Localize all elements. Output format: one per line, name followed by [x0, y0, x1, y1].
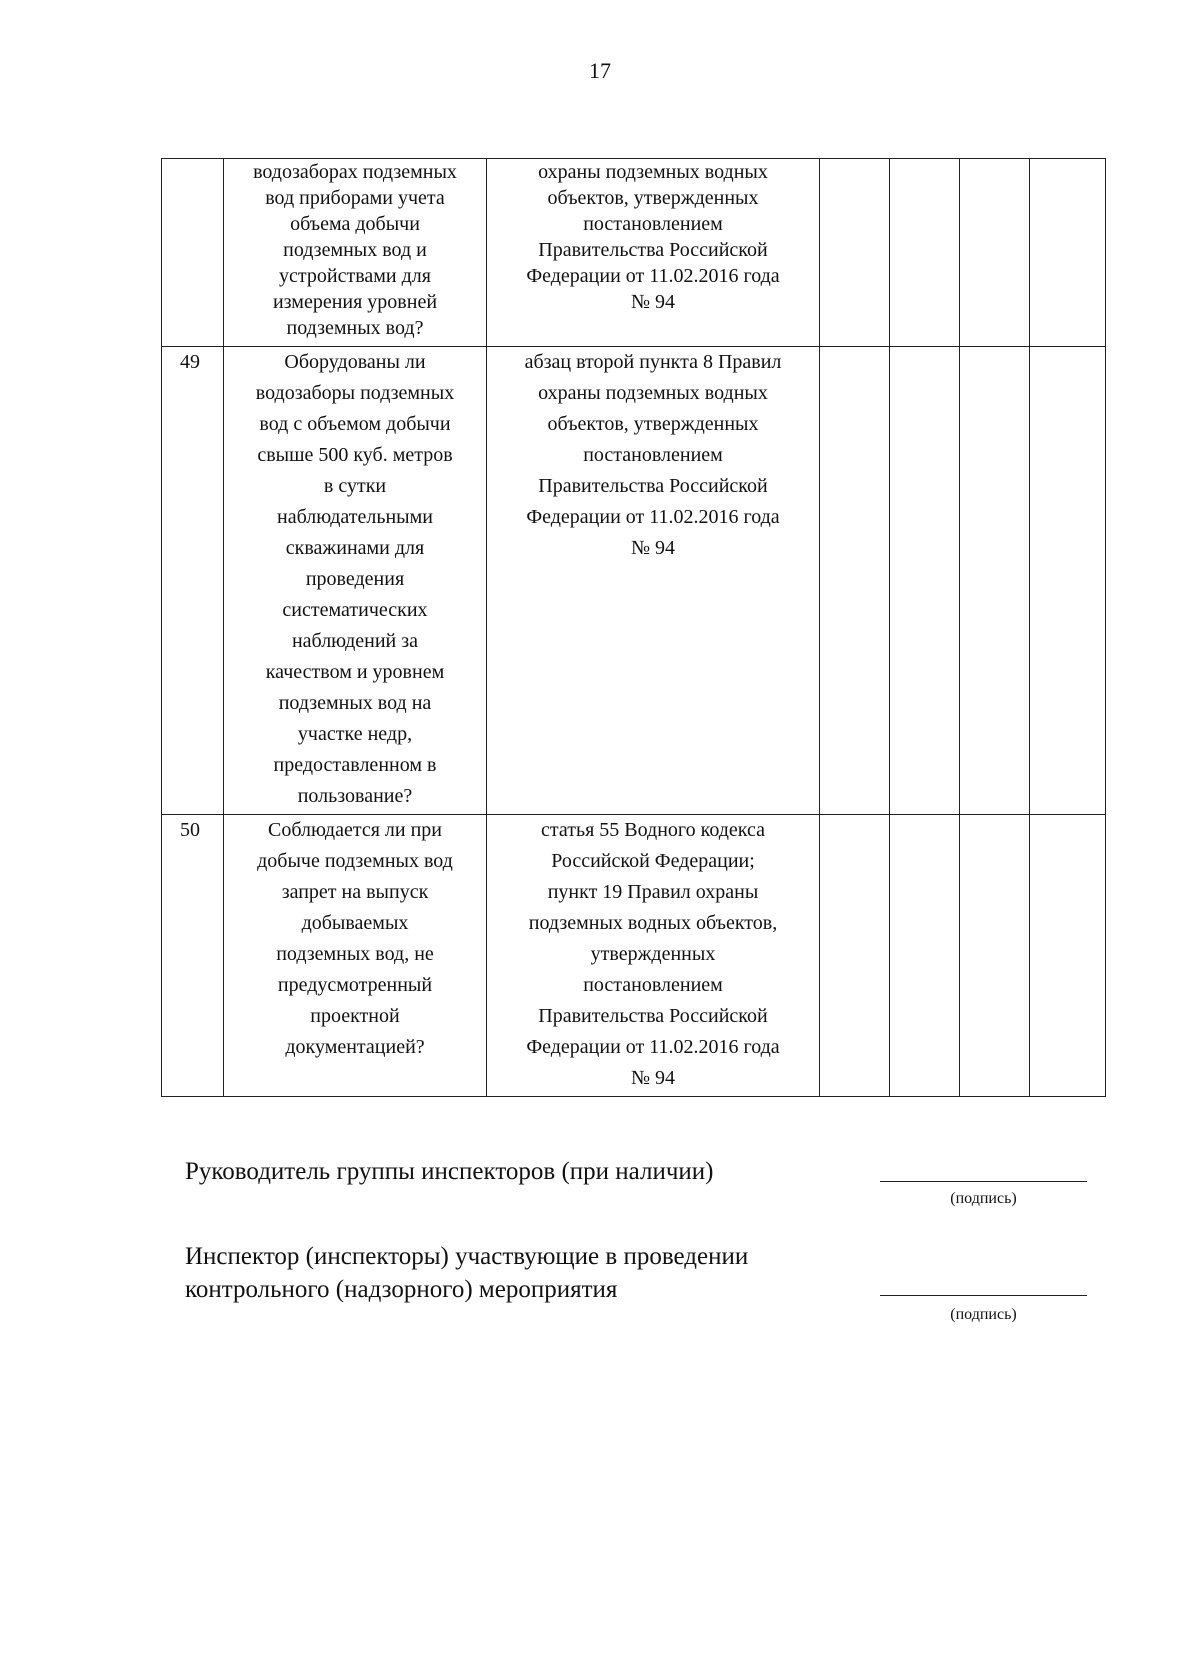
- legal-reference: [487, 347, 820, 815]
- answer-yes-cell: [820, 159, 890, 347]
- answer-no-cell: [890, 815, 960, 1097]
- answer-yes-cell: [820, 815, 890, 1097]
- checklist-table: [161, 158, 1106, 1097]
- answer-no-cell: [890, 159, 960, 347]
- note-cell: [1030, 347, 1106, 815]
- requirement-question: [224, 347, 487, 815]
- table-row: [162, 815, 1106, 1097]
- requirement-question-text: водозаборах подземных вод приборами учета объема добычи подземных вод и устройствами для измерения уровней подземных вод?: [253, 161, 457, 339]
- answer-not-applicable-cell: [960, 159, 1030, 347]
- legal-reference: [487, 815, 820, 1097]
- row-number: 50: [162, 815, 224, 1097]
- table-row: [162, 159, 1106, 347]
- inspectors-signature-line: [880, 1295, 1087, 1296]
- inspectors-signature-caption: (подпись): [950, 1306, 1017, 1323]
- answer-yes-cell: [820, 347, 890, 815]
- legal-reference-text: охраны подземных водных объектов, утвержденных постановлением Правительства Российской Федерации от 11.02.2016 года № 94: [526, 161, 780, 313]
- legal-reference-text: абзац второй пункта 8 Правил охраны подземных водных объектов, утвержденных постановлением Правительства Российской Федерации от 11.02.2016 года № 94: [524, 351, 782, 559]
- requirement-question: [224, 159, 487, 347]
- answer-not-applicable-cell: [960, 815, 1030, 1097]
- note-cell: [1030, 159, 1106, 347]
- row-number: [162, 159, 224, 347]
- page-number: 17: [589, 58, 611, 83]
- answer-no-cell: [890, 347, 960, 815]
- requirement-question-text: Соблюдается ли при добыче подземных вод запрет на выпуск добываемых подземных вод, не предусмотренный проектной документацией?: [257, 819, 453, 1058]
- group-leader-signature-line: [880, 1181, 1087, 1182]
- row-number: 49: [162, 347, 224, 815]
- requirement-question-text: Оборудованы ли водозаборы подземных вод с объемом добычи свыше 500 куб. метров в сутки наблюдательными скважинами для проведения систематических наблюдений за качеством и уровнем подземных вод на участке недр, предоставленном в пользование?: [255, 351, 455, 807]
- note-cell: [1030, 815, 1106, 1097]
- group-leader-label: Руководитель группы инспекторов (при наличии): [185, 1158, 714, 1185]
- requirement-question: [224, 815, 487, 1097]
- table-row: [162, 347, 1106, 815]
- legal-reference: [487, 159, 820, 347]
- legal-reference-text: статья 55 Водного кодекса Российской Федерации; пункт 19 Правил охраны подземных водных объектов, утвержденных постановлением Правительства Российской Федерации от 11.02.2016 года № 94: [526, 819, 780, 1089]
- answer-not-applicable-cell: [960, 347, 1030, 815]
- inspectors-label: Инспектор (инспекторы) участвующие в проведении контрольного (надзорного) мероприятия: [185, 1243, 749, 1303]
- group-leader-signature-caption: (подпись): [950, 1190, 1017, 1207]
